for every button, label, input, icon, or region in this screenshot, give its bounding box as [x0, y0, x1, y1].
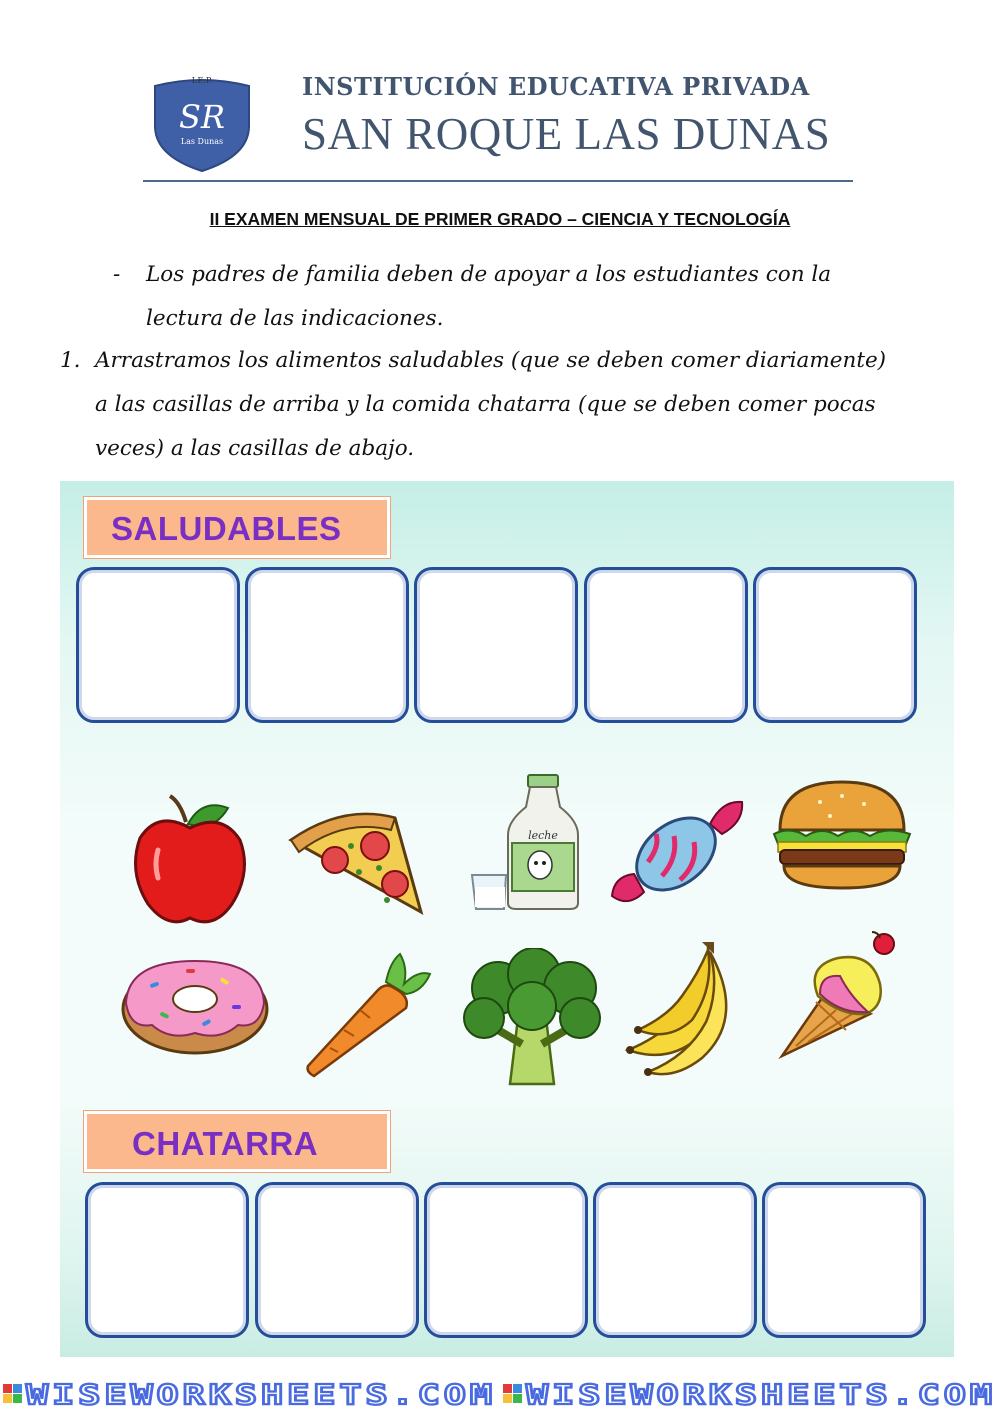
svg-text:SR: SR	[178, 98, 226, 136]
watermark-footer	[0, 1378, 1000, 1410]
school-name: SAN ROQUE LAS DUNAS	[302, 109, 831, 159]
burger-icon[interactable]	[774, 782, 910, 888]
note-bullet: -	[113, 262, 121, 287]
milk-icon[interactable]	[472, 775, 578, 909]
question-number: 1.	[60, 348, 81, 373]
watermark-text-1: WISEWORKSHEETS.COM	[26, 1378, 496, 1410]
header-divider	[143, 180, 853, 182]
apple-icon[interactable]	[128, 792, 258, 932]
school-crest-logo	[152, 70, 252, 172]
svg-text:Las Dunas: Las Dunas	[180, 137, 224, 146]
healthy-drop-slot-3[interactable]	[414, 567, 578, 723]
healthy-drop-slot-1[interactable]	[76, 567, 240, 723]
svg-text:leche: leche	[528, 829, 558, 842]
junk-label	[84, 1111, 390, 1172]
donut-icon[interactable]	[123, 961, 267, 1053]
healthy-drop-slot-2[interactable]	[245, 567, 409, 723]
carrot-icon[interactable]	[308, 954, 430, 1076]
task-line-3: veces) a las casillas de abajo.	[95, 436, 415, 461]
junk-drop-slot-4[interactable]	[593, 1182, 757, 1338]
school-type: INSTITUCIÓN EDUCATIVA PRIVADA	[302, 72, 810, 101]
task-line-2: a las casillas de arriba y la comida chatarra (que se deben comer pocas	[95, 392, 876, 417]
pizza-icon[interactable]	[291, 814, 421, 912]
task-line-1: Arrastramos los alimentos saludables (que se deben comer diariamente)	[95, 348, 887, 373]
junk-drop-slot-2[interactable]	[255, 1182, 419, 1338]
broccoli-icon[interactable]	[464, 948, 600, 1084]
junk-label-text: CHATARRA	[132, 1125, 319, 1162]
candy-icon[interactable]	[612, 802, 742, 905]
watermark-text-2: WISEWORKSHEETS.COM	[526, 1378, 996, 1410]
healthy-drop-slot-5[interactable]	[753, 567, 917, 723]
note-line-1: Los padres de familia deben de apoyar a los estudiantes con la	[146, 262, 832, 287]
junk-drop-slot-3[interactable]	[424, 1182, 588, 1338]
healthy-label	[84, 497, 390, 558]
junk-drop-slot-1[interactable]	[85, 1182, 249, 1338]
ice-cream-icon[interactable]	[782, 932, 894, 1056]
healthy-drop-slot-4[interactable]	[584, 567, 748, 723]
banana-icon[interactable]	[626, 942, 726, 1076]
exam-title: II EXAMEN MENSUAL DE PRIMER GRADO – CIENCIA Y TECNOLOGÍA	[209, 209, 791, 229]
healthy-label-text: SALUDABLES	[111, 510, 342, 547]
note-line-2: lectura de las indicaciones.	[146, 306, 444, 331]
svg-text:I.E.P.: I.E.P.	[191, 76, 213, 85]
junk-drop-slot-5[interactable]	[762, 1182, 926, 1338]
